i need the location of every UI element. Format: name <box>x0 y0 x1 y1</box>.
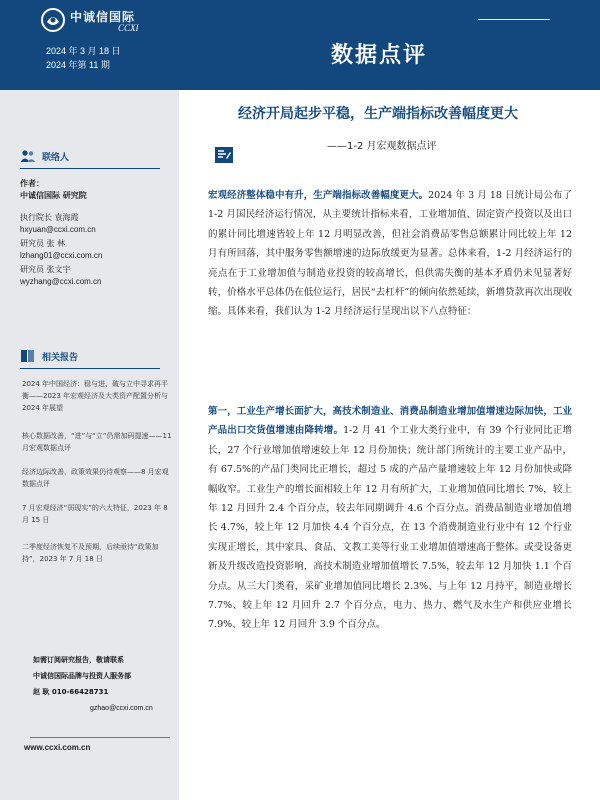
related-report-item[interactable]: 二季度经济恢复不及预期，后续亟待“政策加持”，2023 年 7 月 18 日 <box>22 543 159 563</box>
document-icon <box>214 146 234 164</box>
body-paragraph-2 <box>208 402 572 635</box>
brand-name-cn: 中诚信国际 <box>70 10 136 24</box>
publish-date: 2024 年 3 月 18 日 <box>46 46 121 56</box>
issue-number: 2024 年第 11 期 <box>46 60 110 70</box>
related-heading-label: 相关报告 <box>42 353 79 363</box>
related-report-item[interactable]: 核心数据改善，“进”与“立”仍需加码提速——11 月宏观数据点评 <box>22 432 172 452</box>
paragraph-2-lead: 第一，工业生产增长面扩大，高技术制造业、消费品制造业增加值增速边际加快，工业产品出口交货值增速由降转增。 <box>208 406 572 437</box>
related-report-item[interactable]: 经济边际改善，政策效果仍待观察——8 月宏观数据点评 <box>22 468 169 488</box>
report-subtitle: ——1-2 月宏观数据点评 <box>327 141 437 152</box>
contact-person-role: 执行院长 袁海霞 <box>20 213 79 222</box>
contact-heading-label: 联络人 <box>42 153 70 163</box>
subscribe-dept: 中诚信国际品牌与投资人服务部 <box>33 672 131 680</box>
subscribe-email[interactable]: gzhao@ccxi.com.cn <box>90 705 153 712</box>
section-title: 数据点评 <box>331 43 428 68</box>
subscribe-phone: 赵 耿 010-66428731 <box>33 688 109 696</box>
website-link[interactable]: www.ccxi.com.cn <box>24 743 91 752</box>
related-heading <box>20 348 170 366</box>
contact-person-role: 研究员 张文宇 <box>20 265 71 274</box>
contact-person-email[interactable]: hxyuan@ccxi.com.cn <box>20 225 96 234</box>
brand-name-en: CCXI <box>118 23 139 33</box>
related-heading-rule <box>20 368 160 369</box>
paragraph-1-text: 2024 年 3 月 18 日统计局公布了 1-2 月国民经济运行情况，从主要统计指标来看，工业增加值、固定资产投资以及出口的累计同比增速皆较上年 12 月明显改善，但社会消费品零售总额累计同比较上年 12 月有所回落，其中服务零售额增速的边际放缓更为显著。总体来看，1-2 月经济运行的亮点在于工业增加值与制造业投资的较高增长，但供需失衡的基本矛盾仍未见显著好转，价格水平总体仍在低位运行，居民“去杠杆”的倾向依然延续，新增贷款再次出现收缩。具体来看，我们认为 1-2 月经济运行呈现出以下八点特征： <box>208 190 572 318</box>
contact-heading <box>20 148 170 166</box>
author-org: 中诚信国际 研究院 <box>20 191 87 200</box>
sidebar-footer-rule <box>30 737 170 738</box>
paragraph-1-lead: 宏观经济整体稳中有升，生产端指标改善幅度更大。 <box>208 190 429 201</box>
contact-person-icon <box>20 149 36 163</box>
contact-heading-rule <box>20 168 160 169</box>
report-book-icon <box>20 349 36 363</box>
paragraph-2-text: 1-2 月 41 个工业大类行业中，有 39 个行业同比正增长，27 个行业增加值增速较上年 12 月份加快；统计部门所统计的主要工业产品中，有 67.5%的产品门类同比正增长，超过 5 成的产品产量增速较上年 12 月份加快或降幅收窄。工业生产的增长面相较上年 12 月有所扩大，工业增加值同比增长 7%，较上年 12 月回升 2.4 个百分点，较去年同期调升 4.6 个百分点。消费品制造业增加值增长 4.7%，较上年 12 月加快 4.4 个百分点，在 13 个消费制造业行业中有 12 个行业实现正增长，其中家具、食品、文教工美等行业工业增加值增速高于整体。或受设备更新及升级改造投资影响，高技术制造业增加值增长 7.5%，较去年 12 月加快 1.1 个百分点。从三大门类看，采矿业增加值同比增长 2.3%、与上年 12 月持平，制造业增长 7.7%、较上年 12 月回升 2.7 个百分点，电力、热力、燃气及水生产和供应业增长 7.9%、较上年 12 月回升 3.9 个百分点。 <box>208 425 572 631</box>
related-report-item[interactable]: 7 月宏观经济“弱现实”的六大特征，2023 年 8 月 15 日 <box>22 504 168 524</box>
subscribe-line: 如需订阅研究报告，敬请联系 <box>33 656 124 664</box>
header-band <box>0 0 600 90</box>
author-label: 作者： <box>20 179 44 188</box>
ccxi-logo-icon <box>40 7 66 33</box>
header-rule <box>478 19 550 20</box>
brand-logo[interactable] <box>40 5 150 37</box>
contact-person-email[interactable]: lzhang01@ccxi.com.cn <box>20 251 103 260</box>
report-title: 经济开局起步平稳，生产端指标改善幅度更大 <box>238 106 518 122</box>
related-report-item[interactable]: 2024 年中国经济：稳与进、破与立中寻求再平衡——2023 年宏观经济及大类资产配置分析与 2024 年展望 <box>22 380 169 412</box>
contact-person-role: 研究员 张 林 <box>20 239 66 248</box>
body-paragraph-1 <box>208 186 572 322</box>
contact-person-email[interactable]: wyzhang@ccxi.com.cn <box>20 277 102 286</box>
